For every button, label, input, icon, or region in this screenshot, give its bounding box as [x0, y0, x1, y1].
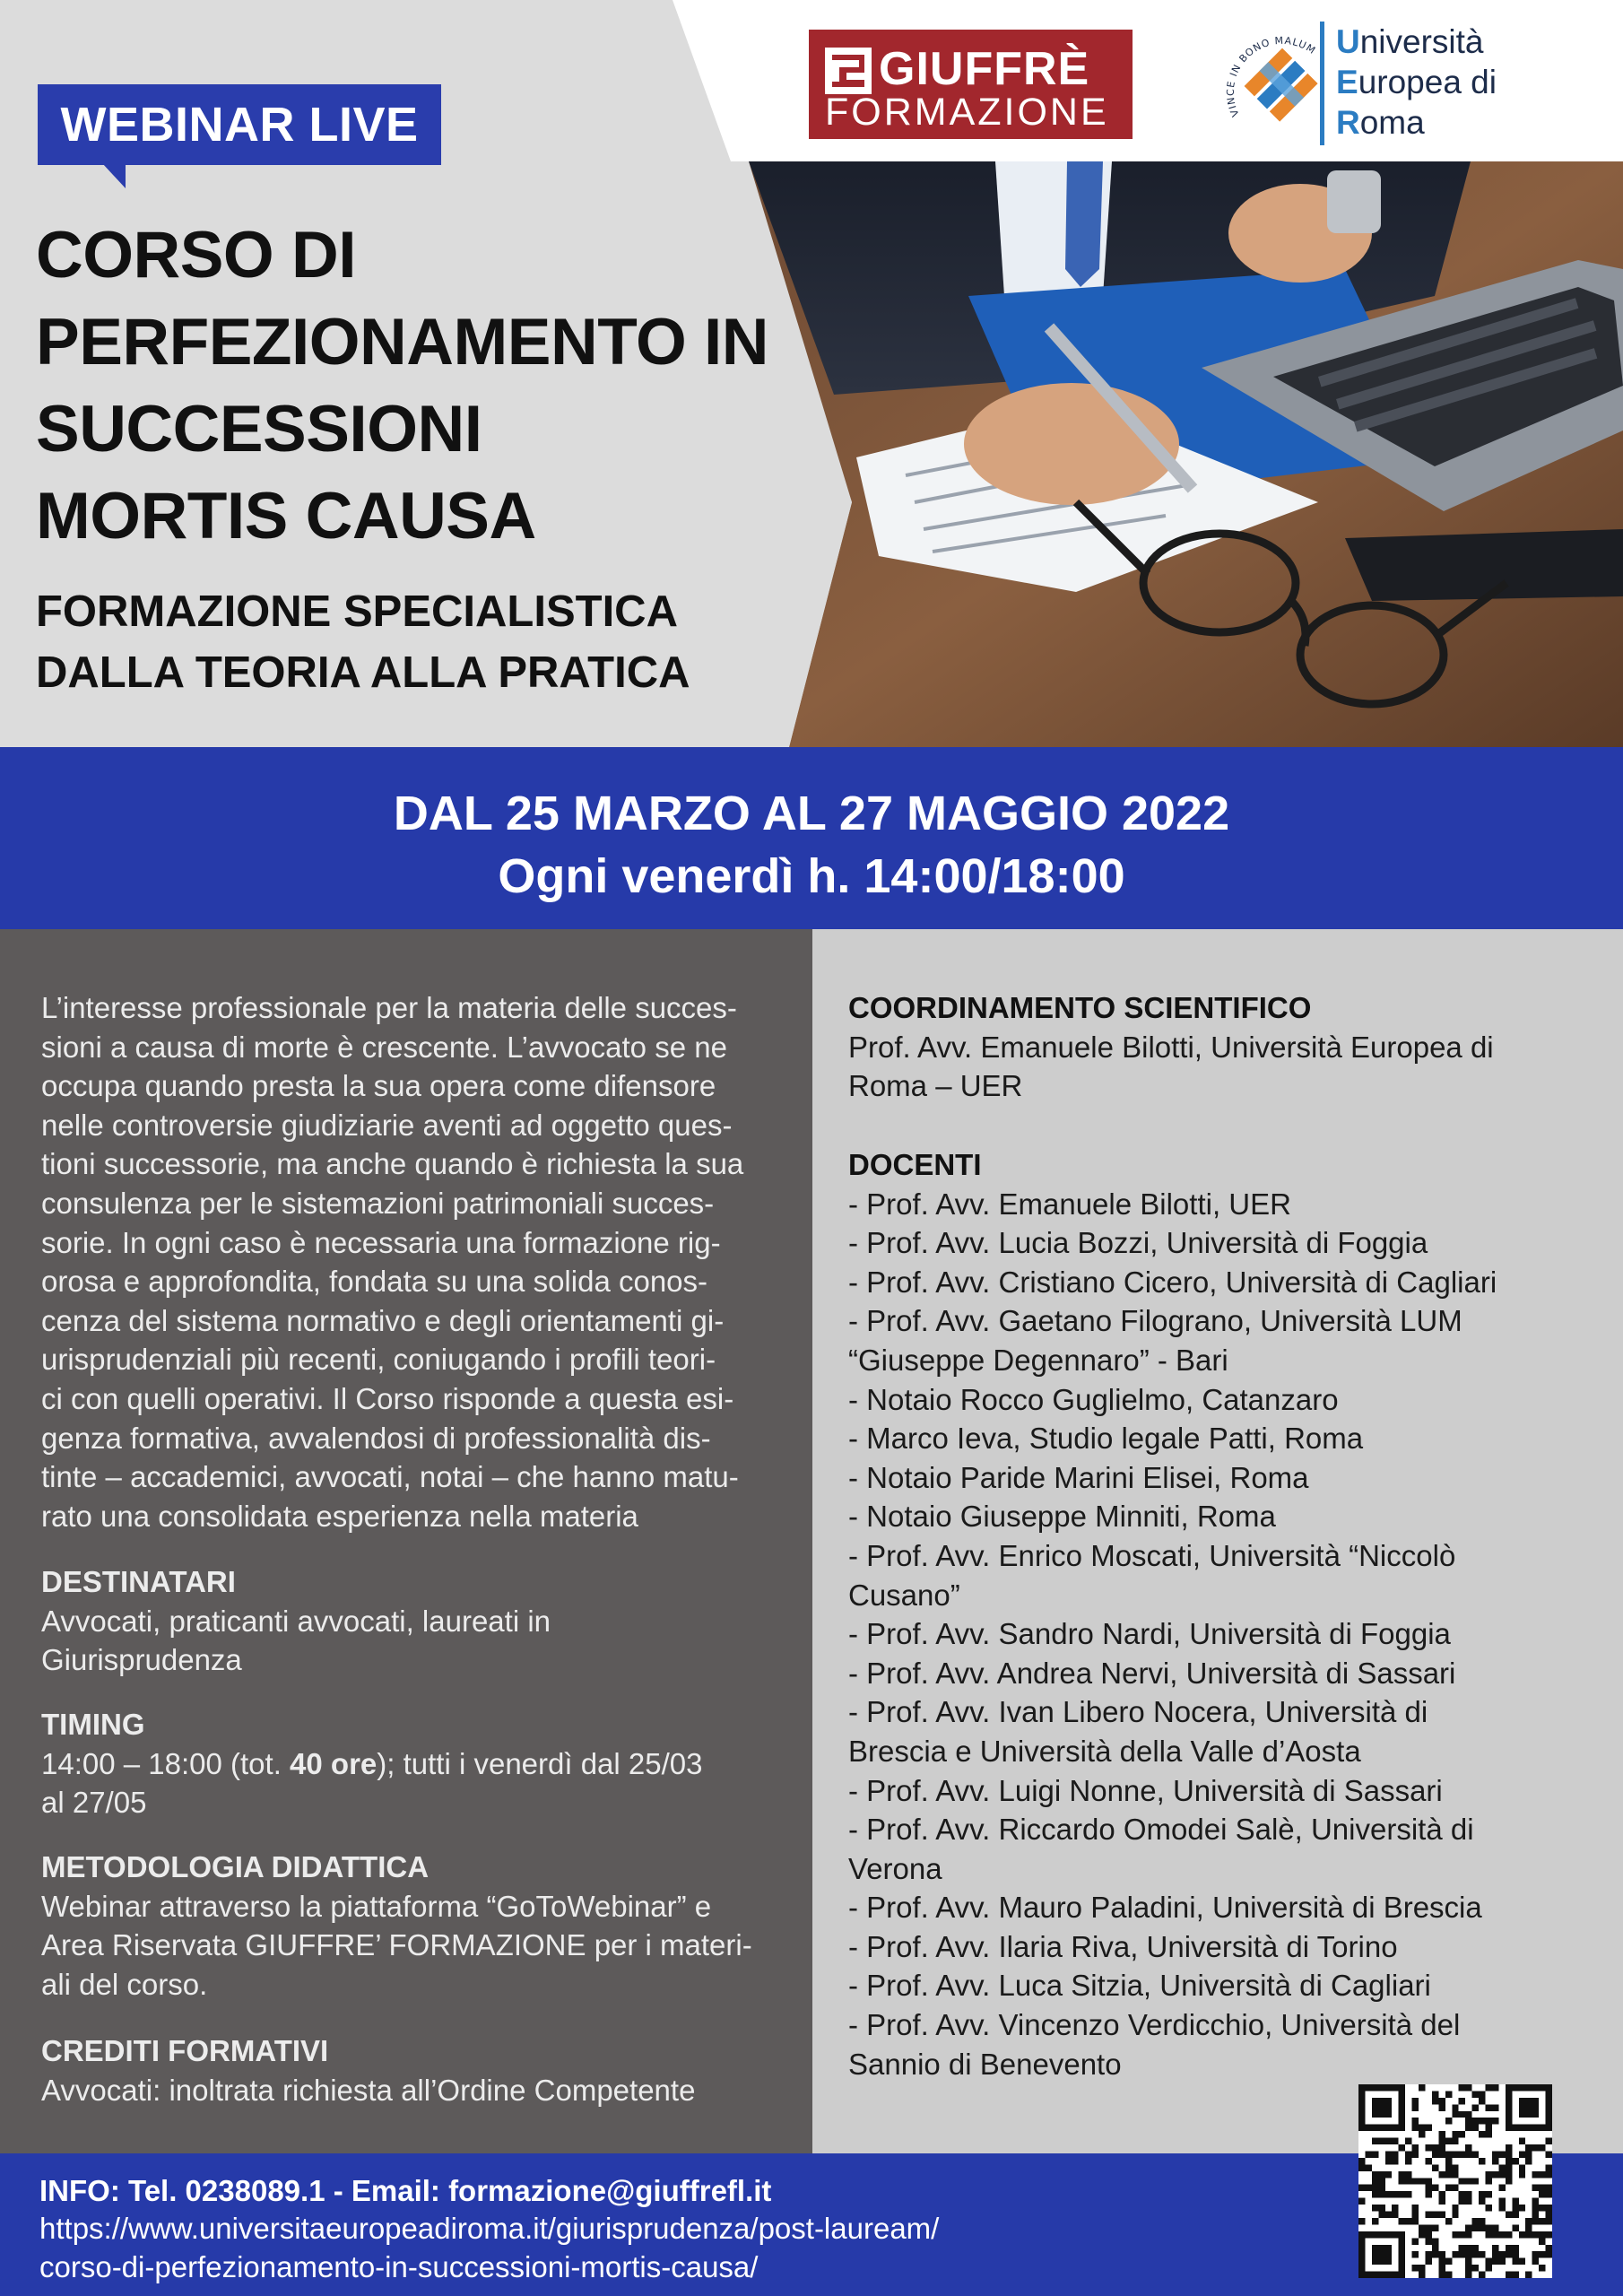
docente-line: - Prof. Avv. Riccardo Omodei Salè, Università di [848, 1813, 1474, 1847]
webinar-live-badge [38, 84, 441, 165]
docente-line: - Prof. Avv. Sandro Nardi, Università di Foggia [848, 1617, 1451, 1651]
contact-info[interactable]: INFO: Tel. 0238089.1 - Email: formazione@giuffrefl.it [39, 2174, 772, 2207]
coordinamento-section [848, 988, 1619, 1106]
docenti-section [848, 1145, 1619, 2083]
docente-line: - Prof. Avv. Lucia Bozzi, Università di Foggia [848, 1226, 1428, 1260]
uer-divider [1320, 22, 1324, 145]
intro-line: tinte – accademici, avvocati, notai – che hanno matu- [41, 1460, 739, 1494]
course-title-line: PERFEZIONAMENTO IN [36, 306, 769, 378]
docente-line: Sannio di Benevento [848, 2047, 1122, 2081]
date-band [0, 747, 1623, 929]
docente-line: Brescia e Università della Valle d’Aosta [848, 1734, 1361, 1768]
metodologia-line: ali del corso. [41, 1967, 208, 2001]
course-url-link[interactable] [39, 2209, 939, 2286]
timing-line: al 27/05 [41, 1786, 147, 1820]
intro-line: orosa e approfondita, fondata su una solida conos- [41, 1265, 708, 1299]
docente-line: Cusano” [848, 1578, 960, 1612]
intro-line: tioni successorie, ma anche quando è richiesta la sua [41, 1147, 744, 1181]
course-subtitle-line: FORMAZIONE SPECIALISTICA [36, 587, 678, 636]
giuffre-logo-subtitle: FORMAZIONE [825, 91, 1109, 134]
docente-line: Verona [848, 1851, 942, 1885]
docente-line: - Prof. Avv. Cristiano Cicero, Università di Cagliari [848, 1265, 1497, 1299]
course-intro-paragraph [41, 988, 802, 1535]
giuffre-logo-name: GIUFFRÈ [879, 43, 1090, 95]
intro-line: cenza del sistema normativo e degli orientamenti gi- [41, 1303, 725, 1337]
intro-line: rato una consolidata esperienza nella materia [41, 1499, 638, 1533]
uer-emblem-icon [1219, 16, 1345, 151]
qr-code-icon[interactable] [1358, 2084, 1552, 2278]
intro-line: sorie. In ogni caso è necessaria una formazione rig- [41, 1225, 721, 1259]
intro-line: L’interesse professionale per la materia delle succes- [41, 991, 737, 1024]
webinar-live-label: WEBINAR LIVE [60, 98, 419, 152]
faculty-column [812, 929, 1623, 2153]
course-title-line: SUCCESSIONI [36, 393, 482, 465]
docente-line: - Notaio Rocco Guglielmo, Catanzaro [848, 1382, 1339, 1416]
timing-line: 14:00 – 18:00 (tot. 40 ore); tutti i venerdì dal 25/03 [41, 1746, 703, 1780]
uer-logo-text: Università Europea di Roma [1336, 23, 1497, 141]
docenti-heading: DOCENTI [848, 1148, 982, 1181]
coordinamento-line: Roma – UER [848, 1069, 1023, 1103]
intro-line: consulenza per le sistemazioni patrimoniali succes- [41, 1186, 715, 1220]
course-title [36, 212, 807, 560]
header-section [0, 0, 1623, 747]
destinatari-section [41, 1562, 802, 1680]
uer-motto: VINCE IN BONO MALUM [1224, 34, 1318, 119]
coordinamento-line: Prof. Avv. Emanuele Bilotti, Università Europea di [848, 1030, 1494, 1064]
docente-line: - Prof. Avv. Vincenzo Verdicchio, Università del [848, 2008, 1461, 2042]
docente-line: - Notaio Giuseppe Minniti, Roma [848, 1500, 1276, 1534]
course-subtitle-line: DALLA TEORIA ALLA PRATICA [36, 648, 690, 697]
destinatari-line: Giurisprudenza [41, 1643, 242, 1677]
docente-line: - Marco Ieva, Studio legale Patti, Roma [848, 1422, 1364, 1456]
docente-line: - Prof. Avv. Enrico Moscati, Università “Niccolò [848, 1538, 1456, 1572]
docente-line: - Prof. Avv. Emanuele Bilotti, UER [848, 1187, 1291, 1221]
course-url-line[interactable]: corso-di-perfezionamento-in-successioni-mortis-causa/ [39, 2250, 759, 2283]
giuffre-formazione-logo [809, 30, 1133, 139]
metodologia-section [41, 1848, 802, 2004]
course-title-line: CORSO DI [36, 219, 356, 291]
crediti-line: Avvocati: inoltrata richiesta all’Ordine Competente [41, 2073, 696, 2107]
intro-line: ci con quelli operativi. Il Corso risponde a questa esi- [41, 1381, 734, 1415]
course-subtitle [36, 581, 771, 703]
crediti-section [41, 2031, 802, 2109]
docente-line: - Prof. Avv. Ivan Libero Nocera, Università di [848, 1695, 1428, 1729]
metodologia-line: Area Riservata GIUFFRE’ FORMAZIONE per i materi- [41, 1928, 752, 1962]
course-schedule: Ogni venerdì h. 14:00/18:00 [498, 849, 1125, 903]
intro-line: sioni a causa di morte è crescente. L’avvocato se ne [41, 1030, 727, 1064]
docente-line: - Prof. Avv. Luigi Nonne, Università di Sassari [848, 1773, 1443, 1807]
metodologia-line: Webinar attraverso la piattaforma “GoToWebinar” e [41, 1889, 712, 1923]
coordinamento-heading: COORDINAMENTO SCIENTIFICO [848, 991, 1312, 1024]
course-description-column [0, 929, 812, 2153]
timing-section [41, 1705, 802, 1822]
intro-line: nelle controversie giudiziarie aventi ad oggetto ques- [41, 1108, 733, 1142]
docente-line: - Prof. Avv. Luca Sitzia, Università di Cagliari [848, 1969, 1431, 2003]
docente-line: - Prof. Avv. Andrea Nervi, Università di Sassari [848, 1656, 1456, 1690]
intro-line: occupa quando presta la sua opera come difensore [41, 1069, 716, 1103]
giuffre-g-icon [825, 48, 872, 94]
timing-heading: TIMING [41, 1708, 145, 1741]
universita-europea-di-roma-logo [1219, 16, 1542, 151]
course-url-line[interactable]: https://www.universitaeuropeadiroma.it/giurisprudenza/post-lauream/ [39, 2212, 940, 2245]
docente-line: “Giuseppe Degennaro” - Bari [848, 1343, 1228, 1377]
docente-line: - Prof. Avv. Gaetano Filograno, Università LUM [848, 1304, 1462, 1338]
docente-line: - Prof. Avv. Ilaria Riva, Università di Torino [848, 1929, 1398, 1963]
docente-line: - Notaio Paride Marini Elisei, Roma [848, 1460, 1309, 1494]
metodologia-heading: METODOLOGIA DIDATTICA [41, 1850, 430, 1883]
intro-line: genza formativa, avvalendosi di professionalità dis- [41, 1421, 711, 1455]
crediti-heading: CREDITI FORMATIVI [41, 2034, 329, 2067]
course-title-line: MORTIS CAUSA [36, 480, 536, 552]
destinatari-heading: DESTINATARI [41, 1565, 236, 1598]
intro-line: urisprudenziali più recenti, coniugando i profili teori- [41, 1343, 716, 1377]
destinatari-line: Avvocati, praticanti avvocati, laureati in [41, 1604, 551, 1638]
docente-line: - Prof. Avv. Mauro Paladini, Università di Brescia [848, 1891, 1482, 1925]
course-dates: DAL 25 MARZO AL 27 MAGGIO 2022 [393, 787, 1230, 840]
